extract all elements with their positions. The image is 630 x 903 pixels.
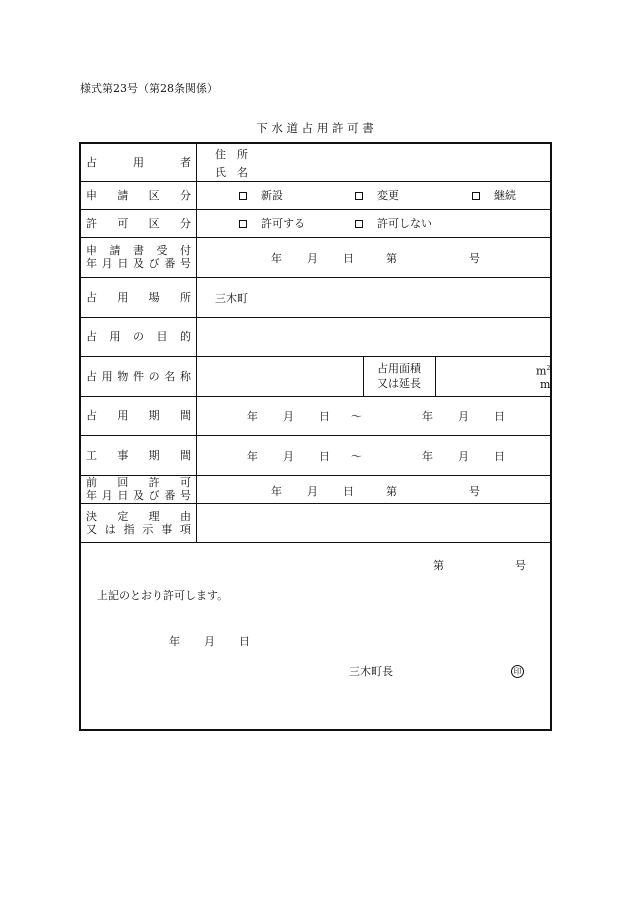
previous-year: 年 xyxy=(271,485,282,498)
receipt-day: 日 xyxy=(343,252,354,265)
form-number: 様式第23号（第28条関係） xyxy=(80,82,218,95)
option-continue: 継続 xyxy=(494,189,516,202)
footer-month: 月 xyxy=(204,635,215,648)
option-change: 変更 xyxy=(377,189,399,202)
checkbox-continue[interactable] xyxy=(472,192,480,200)
construction-start-year: 年 xyxy=(247,450,258,463)
period-end-month: 月 xyxy=(458,410,469,423)
footer-dai: 第 xyxy=(433,559,444,572)
receipt-label: 申請書受付 年月日及び番号 xyxy=(86,244,191,270)
authority-name: 三木町長 xyxy=(349,665,393,678)
construction-start-day: 日 xyxy=(319,450,330,463)
name-label: 氏 名 xyxy=(215,166,248,179)
previous-month: 月 xyxy=(307,485,318,498)
reason-label: 決定理由 又は指示事項 xyxy=(86,509,191,536)
object-name-label: 占用物件の名称 xyxy=(86,369,191,383)
area-label-line2: 又は延長 xyxy=(377,377,421,390)
row-divider xyxy=(81,542,550,543)
area-unit: $m^2$ xyxy=(536,364,551,378)
location-label: 占用場所 xyxy=(86,290,191,304)
period-start-year: 年 xyxy=(247,410,258,423)
label-column-divider xyxy=(196,144,197,542)
checkbox-permit[interactable] xyxy=(239,220,247,228)
construction-start-month: 月 xyxy=(283,450,294,463)
construction-end-year: 年 xyxy=(422,450,433,463)
footer-go: 号 xyxy=(515,559,526,572)
construction-end-month: 月 xyxy=(458,450,469,463)
receipt-year: 年 xyxy=(271,252,282,265)
length-unit: m xyxy=(540,378,551,391)
construction-tilde: ～ xyxy=(351,450,362,463)
previous-day: 日 xyxy=(343,485,354,498)
period-start-month: 月 xyxy=(283,410,294,423)
receipt-go: 号 xyxy=(469,252,480,265)
area-column-divider xyxy=(363,356,364,396)
receipt-dai: 第 xyxy=(386,252,397,265)
application-type-label: 申請区分 xyxy=(86,188,191,202)
footer-year: 年 xyxy=(169,635,180,648)
option-permit: 許可する xyxy=(261,217,305,230)
seal-mark: 印 xyxy=(511,665,524,678)
address-label: 住 所 xyxy=(215,148,248,161)
permit-form xyxy=(79,142,552,731)
area-value-divider xyxy=(435,356,436,396)
permit-statement: 上記のとおり許可します。 xyxy=(97,589,229,602)
footer-day: 日 xyxy=(239,635,250,648)
receipt-month: 月 xyxy=(307,252,318,265)
document-title: 下 水 道 占 用 許 可 書 xyxy=(256,121,374,135)
period-end-day: 日 xyxy=(494,410,505,423)
occupant-label: 占用者 xyxy=(86,156,191,169)
checkbox-deny[interactable] xyxy=(355,220,363,228)
period-start-day: 日 xyxy=(319,410,330,423)
checkbox-new[interactable] xyxy=(239,192,247,200)
previous-permit-label: 前回許可 年月日及び番号 xyxy=(86,476,191,502)
area-label-line1: 占用面積 xyxy=(377,362,421,375)
period-label: 占用期間 xyxy=(86,409,191,422)
option-deny: 許可しない xyxy=(377,217,432,230)
construction-label: 工事期間 xyxy=(86,448,191,462)
purpose-label: 占用の目的 xyxy=(86,330,191,343)
construction-end-day: 日 xyxy=(494,450,505,463)
period-tilde: ～ xyxy=(351,410,362,423)
previous-go: 号 xyxy=(469,485,480,498)
option-new: 新設 xyxy=(261,189,283,202)
period-end-year: 年 xyxy=(422,410,433,423)
previous-dai: 第 xyxy=(386,485,397,498)
location-value: 三木町 xyxy=(215,292,248,305)
permit-type-label: 許可区分 xyxy=(86,216,191,230)
checkbox-change[interactable] xyxy=(355,192,363,200)
